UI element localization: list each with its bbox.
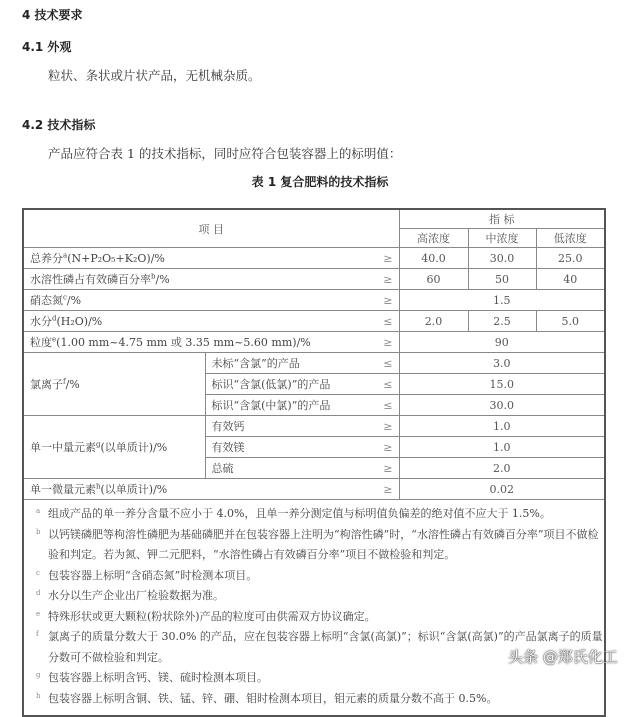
header-item: 项 目 (23, 209, 399, 248)
row-unit: (N+P₂O₅+K₂O)/% (67, 252, 165, 265)
footnote-marker: a (36, 507, 41, 515)
footnote-marker: b (36, 527, 41, 536)
footnote-text: 氯离子的质量分数大于 30.0% 的产品，应在包装容器上标明“含氯(高氯)”；标识“含氯(高氯)”的产品氯离子的质量分数可不做检验和判定。 (48, 630, 603, 664)
footnote-marker: b (151, 272, 156, 281)
comparison-symbol: ≤ (373, 311, 399, 332)
value-cell: 40.0 (399, 248, 468, 269)
comparison-symbol: ≤ (373, 395, 399, 416)
table-title: 表 1 复合肥料的技术指标 (251, 175, 389, 189)
table-row (23, 353, 605, 374)
footnote-marker: d (52, 314, 57, 323)
row-unit: (H₂O)/% (56, 315, 103, 328)
footnote-marker: h (36, 691, 41, 700)
sub-item-label: 标识“含氯(低氯)”的产品 (205, 374, 373, 395)
footnote-marker: g (36, 671, 41, 679)
value-cell: 15.0 (399, 374, 605, 395)
footnote-text: 包装容器上标明含铜、铁、锰、锌、硼、钼时检测本项目，钼元素的质量分数不高于 0.5%。 (48, 691, 498, 705)
value-cell: 0.02 (399, 479, 605, 500)
table-row (23, 332, 605, 353)
row-unit: (以单质计)/% (100, 441, 168, 454)
comparison-symbol: ≥ (373, 269, 399, 290)
table-row (23, 311, 605, 332)
row-label: 总养分 (30, 252, 63, 265)
row-unit: /% (66, 294, 82, 307)
spec-table (22, 208, 606, 717)
row-unit: /% (65, 378, 80, 391)
row-unit: (以单质计)/% (100, 483, 168, 496)
footnote-marker: e (36, 609, 41, 618)
value-cell: 25.0 (536, 248, 605, 269)
section-4-2-text: 产品应符合表 1 的技术指标，同时应符合包装容器上的标明值： (48, 146, 402, 161)
row-label: 单一微量元素 (30, 483, 96, 496)
footnote (36, 504, 604, 525)
footnote-marker: f (36, 630, 39, 638)
table-row (23, 269, 605, 290)
row-label: 氯离子 (30, 378, 63, 391)
value-cell: 3.0 (399, 353, 605, 374)
comparison-symbol: ≤ (373, 353, 399, 374)
comparison-symbol: ≥ (373, 290, 399, 311)
footnote-marker: c (36, 568, 40, 577)
value-cell: 2.0 (399, 311, 468, 332)
value-cell: 40 (536, 269, 605, 290)
sub-item-label: 有效钙 (205, 416, 373, 437)
sub-item-label: 总硫 (205, 458, 373, 479)
footnote (36, 689, 604, 710)
footnote-text: 包装容器上标明含钙、镁、硫时检测本项目。 (48, 671, 268, 684)
footnotes-row (23, 500, 605, 717)
section-4-2-heading: 4.2 技术指标 (22, 118, 96, 132)
value-cell: 60 (399, 269, 468, 290)
value-cell: 50 (468, 269, 536, 290)
value-cell: 30.0 (468, 248, 536, 269)
table-row (23, 248, 605, 269)
comparison-symbol: ≥ (373, 416, 399, 437)
value-cell: 90 (399, 332, 605, 353)
footnote-text: 水分以生产企业出厂检验数据为准。 (48, 589, 224, 602)
footnote-marker: e (52, 335, 57, 344)
footnote (36, 668, 604, 689)
footnote-text: 包装容器上标明“含硝态氮”时检测本项目。 (48, 568, 258, 582)
footnote-text: 以钙镁磷肥等枸溶性磷肥为基础磷肥并在包装容器上注明为“枸溶性磷”时，“水溶性磷占有效磷百分率”项目不做检验和判定。若为氮、钾二元肥料，“水溶性磷占有效磷百分率”项目不做检验和判定。 (48, 527, 599, 561)
footnote (36, 525, 604, 566)
table-header-row (23, 209, 605, 229)
sub-item-label: 有效镁 (205, 437, 373, 458)
footnote-marker: c (63, 293, 67, 302)
row-label: 水分 (30, 315, 52, 328)
footnote (36, 607, 604, 628)
table-row (23, 290, 605, 311)
header-index: 指 标 (399, 209, 605, 229)
footnote-marker: d (36, 589, 41, 597)
section-4-1-text: 粒状、条状或片状产品，无机械杂质。 (48, 68, 261, 83)
value-cell: 2.5 (468, 311, 536, 332)
table-row (23, 479, 605, 500)
value-cell: 1.0 (399, 437, 605, 458)
value-cell: 2.0 (399, 458, 605, 479)
comparison-symbol: ≥ (373, 437, 399, 458)
comparison-symbol: ≤ (373, 374, 399, 395)
comparison-symbol: ≥ (373, 458, 399, 479)
footnote-text: 特殊形状或更大颗粒(粉状除外)产品的粒度可由供需双方协议确定。 (48, 609, 376, 623)
row-label: 单一中量元素 (30, 441, 96, 454)
value-cell: 1.0 (399, 416, 605, 437)
header-medium: 中浓度 (468, 229, 536, 248)
footnote (36, 586, 604, 607)
sub-item-label: 标识“含氯(中氯)”的产品 (205, 395, 373, 416)
row-unit: (1.00 mm~4.75 mm 或 3.35 mm~5.60 mm)/% (56, 336, 311, 349)
section-4-heading: 4 技术要求 (22, 8, 83, 22)
footnote (36, 566, 604, 587)
row-unit: /% (155, 273, 170, 286)
value-cell: 1.5 (399, 290, 605, 311)
footnote-marker: f (63, 377, 66, 386)
footnote-text: 组成产品的单一养分含量不应小于 4.0%，且单一养分测定值与标明值负偏差的绝对值不应大于 1.5%。 (48, 507, 551, 520)
section-4-1-heading: 4.1 外观 (22, 40, 72, 54)
watermark: 头条 @郑氏化工 (508, 648, 618, 666)
footnote-marker: h (96, 482, 101, 491)
sub-item-label: 未标“含氯”的产品 (205, 353, 373, 374)
header-low: 低浓度 (536, 229, 605, 248)
comparison-symbol: ≥ (373, 479, 399, 500)
row-label: 水溶性磷占有效磷百分率 (30, 273, 151, 286)
row-label: 硝态氮 (30, 294, 63, 307)
comparison-symbol: ≥ (373, 332, 399, 353)
footnote-marker: a (63, 251, 68, 260)
footnote-marker: g (96, 440, 101, 449)
value-cell: 30.0 (399, 395, 605, 416)
row-label: 粒度 (30, 336, 52, 349)
table-row (23, 416, 605, 437)
comparison-symbol: ≥ (373, 248, 399, 269)
value-cell: 5.0 (536, 311, 605, 332)
header-high: 高浓度 (399, 229, 468, 248)
